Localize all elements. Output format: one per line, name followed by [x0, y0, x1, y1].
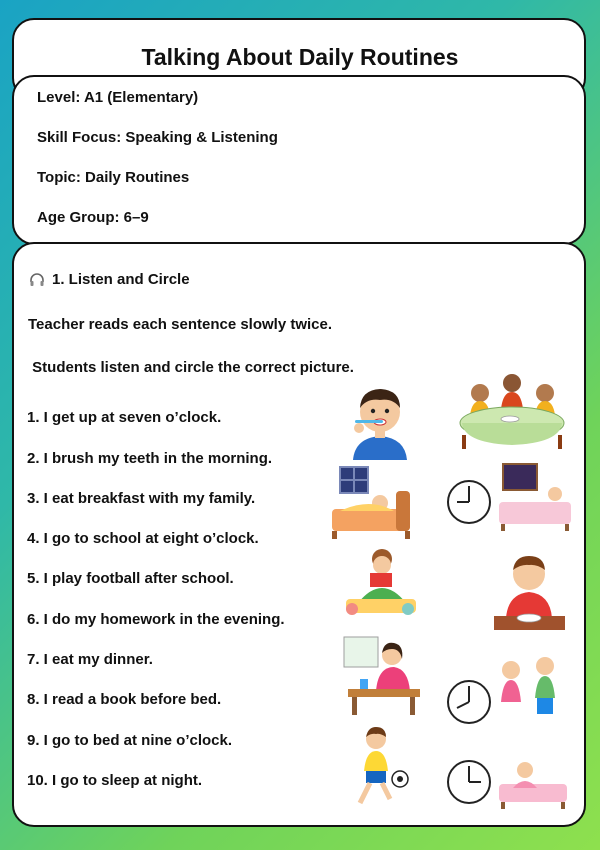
sentence-8: 8. I read a book before bed. — [27, 691, 222, 708]
clock-girl-waking-picture — [445, 748, 570, 810]
sentence-1: 1. I get up at seven o’clock. — [27, 409, 222, 426]
sentence-3: 3. I eat breakfast with my family. — [27, 490, 256, 507]
skill-label: Skill Focus: Speaking & Listening — [37, 129, 278, 146]
section-heading: 1. Listen and Circle — [52, 271, 190, 288]
sentence-4: 4. I go to school at eight o’clock. — [27, 530, 259, 547]
clock-kids-school-picture — [445, 652, 570, 727]
sentence-7: 7. I eat my dinner. — [27, 651, 153, 668]
girl-reading-picture — [338, 543, 423, 621]
sentence-2: 2. I brush my teeth in the morning. — [27, 450, 273, 467]
homework-picture — [342, 635, 422, 717]
sleeping-boy-picture — [330, 465, 415, 540]
sentence-9: 9. I go to bed at nine o’clock. — [27, 732, 233, 749]
sentence-5: 5. I play football after school. — [27, 570, 234, 587]
boy-dinner-picture — [492, 550, 567, 632]
level-label: Level: A1 (Elementary) — [37, 89, 199, 106]
sentence-10: 10. I go to sleep at night. — [27, 772, 203, 789]
sentence-6: 6. I do my homework in the evening. — [27, 611, 285, 628]
instruction-students: Students listen and circle the correct picture. — [28, 359, 354, 376]
instruction-teacher: Teacher reads each sentence slowly twice. — [28, 316, 333, 333]
family-breakfast-picture — [450, 365, 575, 450]
clock-girl-sleeping-picture — [445, 462, 575, 532]
headphones-icon — [29, 272, 45, 288]
topic-label: Topic: Daily Routines — [37, 169, 190, 186]
brushing-teeth-picture — [345, 380, 415, 460]
page-title: Talking About Daily Routines — [141, 44, 459, 70]
football-picture — [350, 725, 410, 810]
age-label: Age Group: 6–9 — [37, 209, 149, 226]
